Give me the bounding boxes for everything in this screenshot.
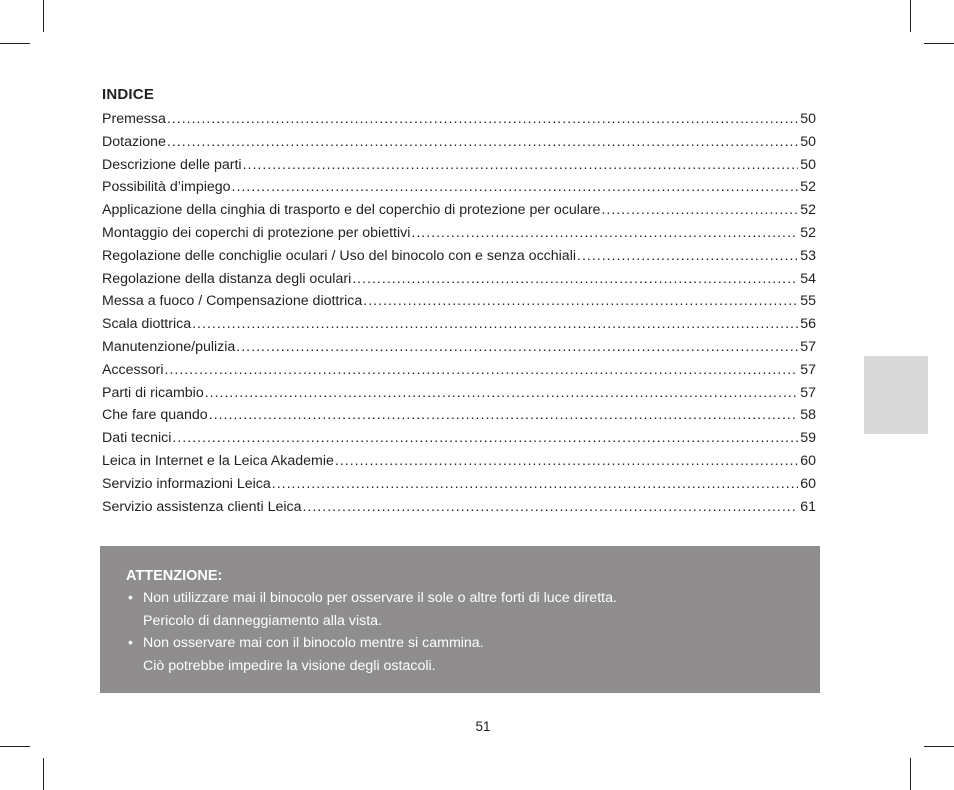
toc-entry-page: 57 [800, 338, 816, 355]
toc-entry-page: 53 [800, 247, 816, 264]
warning-item [126, 587, 796, 632]
crop-mark-bottom-left-horizontal [0, 746, 30, 747]
dot-leader [236, 336, 798, 359]
toc-entry-page: 52 [800, 202, 816, 219]
table-of-contents [102, 86, 816, 518]
dot-leader [165, 359, 799, 382]
toc-entry-page: 60 [800, 452, 816, 469]
page-number: 51 [475, 719, 491, 734]
toc-entry-label: Regolazione delle conchiglie oculari / Uso del binocolo con e senza occhiali [102, 247, 576, 264]
dot-leader [172, 427, 798, 450]
dot-leader [232, 176, 799, 199]
toc-entry-page: 57 [800, 384, 816, 401]
toc-entry-descrizione-parti[interactable] [102, 154, 816, 177]
toc-entry-page: 61 [800, 498, 816, 515]
crop-mark-bottom-right-vertical [910, 758, 911, 790]
toc-entry-page: 50 [800, 156, 816, 173]
bullet-icon: • [128, 635, 133, 651]
toc-entry-premessa[interactable] [102, 108, 816, 131]
dot-leader [335, 450, 798, 473]
toc-entry-label: Montaggio dei coperchi di protezione per obiettivi [102, 224, 411, 241]
toc-entry-page: 55 [800, 293, 816, 310]
toc-entry-applicazione-cinghia[interactable] [102, 199, 816, 222]
toc-entry-label: Regolazione della distanza degli oculari [102, 270, 352, 287]
warning-item-text: Non utilizzare mai il binocolo per osservare il sole o altre forti di luce diretta. [143, 590, 617, 606]
toc-entry-page: 50 [800, 133, 816, 150]
toc-title: INDICE [102, 86, 155, 103]
warning-item-text: Non osservare mai con il binocolo mentre si cammina. [143, 635, 484, 651]
section-thumb-tab [864, 356, 928, 434]
toc-entry-label: Servizio assistenza clienti Leica [102, 498, 302, 515]
crop-mark-top-right-horizontal [924, 43, 954, 44]
dot-leader [272, 473, 798, 496]
toc-entry-label: Premessa [102, 111, 166, 127]
dot-leader [209, 404, 799, 427]
crop-mark-top-left-vertical [43, 0, 44, 32]
toc-entry-messa-a-fuoco[interactable] [102, 290, 816, 313]
toc-entry-manutenzione[interactable] [102, 336, 816, 359]
toc-entry-label: Parti di ricambio [102, 384, 204, 401]
toc-entry-label: Servizio informazioni Leica [102, 475, 271, 492]
dot-leader [205, 382, 799, 405]
toc-entry-page: 58 [800, 407, 816, 424]
warning-item-note: Ciò potrebbe impedire la visione degli ostacoli. [143, 657, 436, 674]
toc-entry-label: Possibilità d’impiego [102, 179, 231, 196]
toc-entry-label: Leica in Internet e la Leica Akademie [102, 452, 334, 469]
toc-list [102, 108, 816, 518]
toc-entry-page: 56 [800, 316, 816, 333]
warning-box [100, 546, 820, 693]
toc-entry-label: Dati tecnici [102, 430, 172, 447]
dot-leader [167, 131, 798, 154]
toc-entry-label: Accessori [102, 361, 164, 378]
dot-leader [601, 199, 798, 222]
dot-leader [411, 222, 798, 245]
toc-entry-label: Descrizione delle parti [102, 156, 242, 173]
crop-mark-top-right-vertical [910, 0, 911, 32]
dot-leader [352, 268, 798, 291]
toc-entry-page: 52 [800, 224, 816, 241]
toc-entry-accessori[interactable] [102, 359, 816, 382]
toc-entry-leica-internet[interactable] [102, 450, 816, 473]
toc-entry-label: Manutenzione/pulizia [102, 338, 236, 355]
toc-entry-page: 57 [800, 361, 816, 378]
toc-entry-label: Scala diottrica [102, 316, 192, 333]
bullet-icon: • [128, 590, 133, 606]
dot-leader [243, 154, 799, 177]
warning-item [126, 632, 796, 677]
crop-mark-bottom-right-horizontal [924, 746, 954, 747]
toc-entry-page: 59 [800, 430, 816, 447]
toc-entry-page: 52 [800, 179, 816, 196]
toc-entry-dati-tecnici[interactable] [102, 427, 816, 450]
crop-mark-bottom-left-vertical [43, 758, 44, 790]
dot-leader [363, 290, 798, 313]
warning-title: ATTENZIONE: [126, 568, 223, 584]
toc-entry-servizio-informazioni[interactable] [102, 473, 816, 496]
dot-leader [192, 313, 798, 336]
toc-entry-dotazione[interactable] [102, 131, 816, 154]
toc-entry-parti-ricambio[interactable] [102, 382, 816, 405]
toc-entry-scala-diottrica[interactable] [102, 313, 816, 336]
dot-leader [167, 108, 798, 131]
toc-entry-page: 60 [800, 475, 816, 492]
toc-entry-possibilita-impiego[interactable] [102, 176, 816, 199]
toc-entry-label: Applicazione della cinghia di trasporto e del coperchio di protezione per oculare [102, 202, 601, 219]
toc-entry-page: 50 [800, 111, 816, 127]
toc-entry-servizio-assistenza[interactable] [102, 496, 816, 519]
toc-entry-label: Che fare quando [102, 407, 208, 424]
warning-item-note: Pericolo di danneggiamento alla vista. [143, 612, 382, 629]
toc-entry-label: Dotazione [102, 133, 166, 150]
toc-entry-montaggio-coperchi[interactable] [102, 222, 816, 245]
toc-entry-regolazione-distanza[interactable] [102, 268, 816, 291]
toc-entry-label: Messa a fuoco / Compensazione diottrica [102, 293, 363, 310]
toc-entry-page: 54 [800, 270, 816, 287]
warning-list [126, 587, 796, 677]
crop-mark-top-left-horizontal [0, 43, 30, 44]
dot-leader [577, 245, 798, 268]
toc-entry-che-fare-quando[interactable] [102, 404, 816, 427]
dot-leader [303, 496, 799, 519]
toc-entry-regolazione-conchiglie[interactable] [102, 245, 816, 268]
